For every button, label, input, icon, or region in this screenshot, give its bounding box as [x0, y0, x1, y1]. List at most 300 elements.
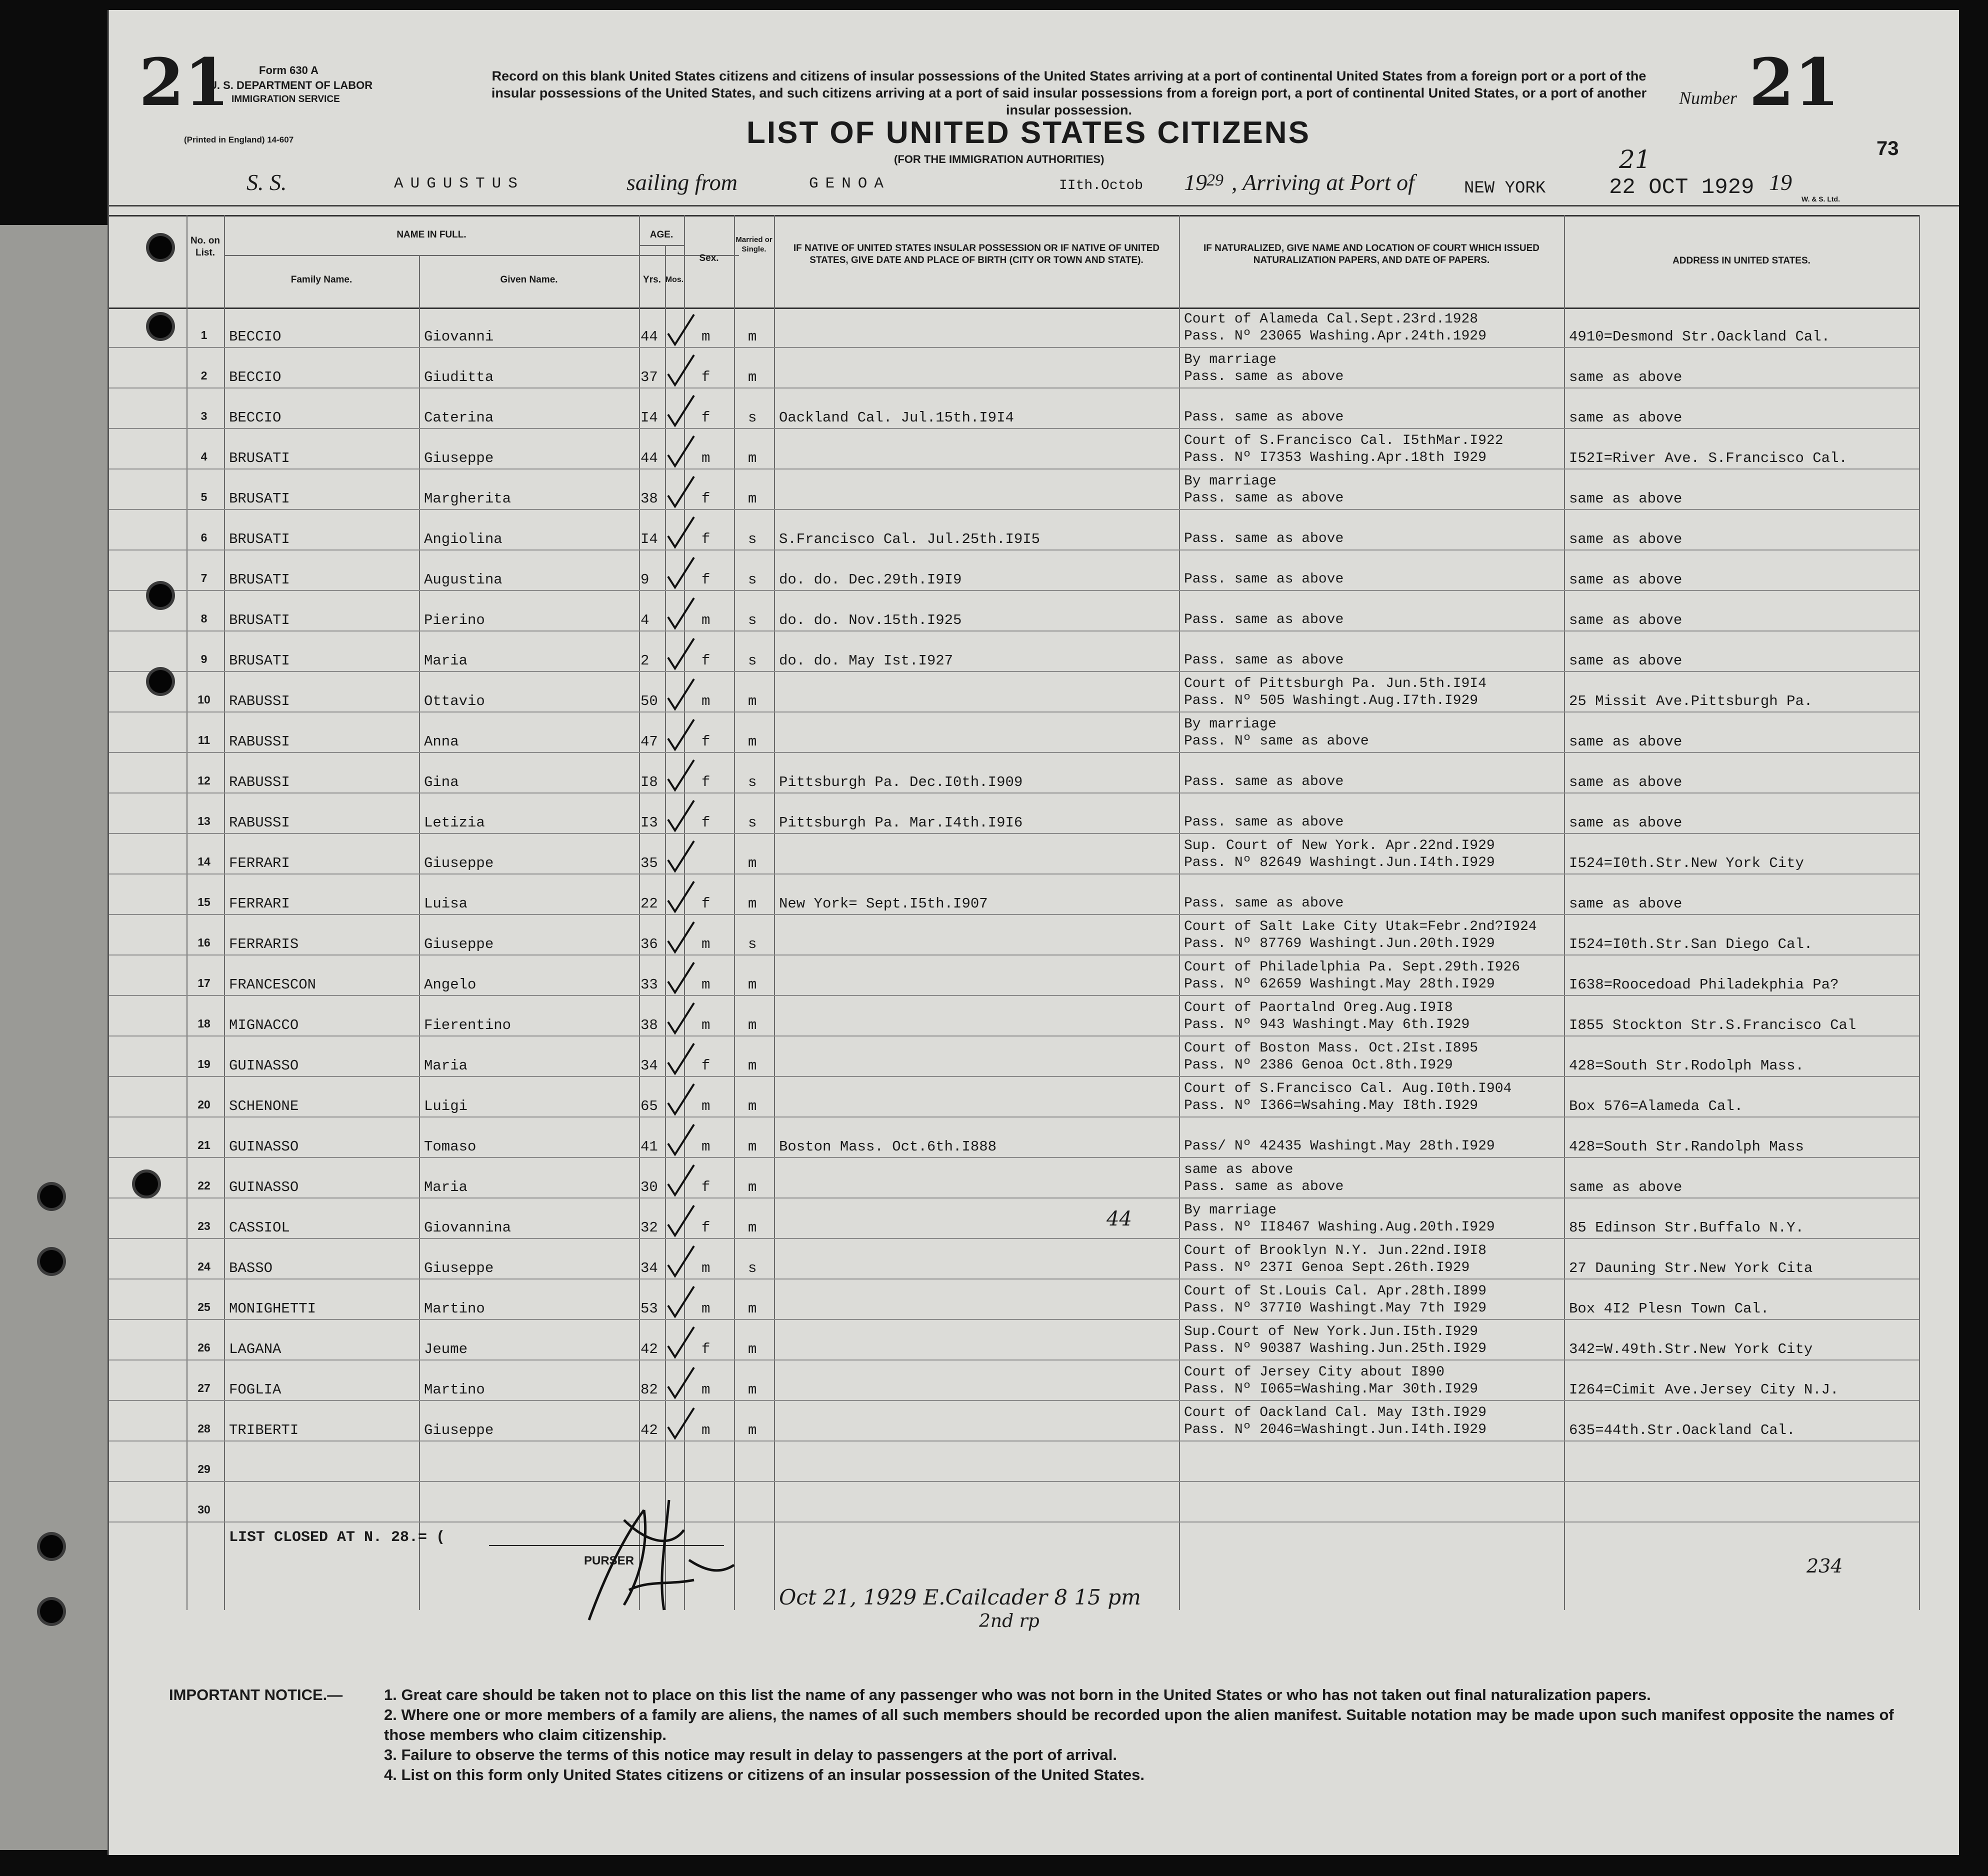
punch-hole [149, 315, 172, 338]
table-row [109, 1036, 1959, 1076]
given-name: Giuseppe [424, 1422, 494, 1438]
marital-status: m [748, 1098, 757, 1114]
row-number: 13 [198, 814, 210, 828]
address: 635=44th.Str.Oackland Cal. [1569, 1422, 1796, 1438]
sex: m [702, 1098, 710, 1114]
family-name: BECCIO [229, 410, 282, 426]
family-name: BRUSATI [229, 490, 290, 507]
check-mark-icon [664, 1284, 699, 1320]
naturalization-court: By marriage [1184, 352, 1276, 368]
naturalization-court: Court of Pittsburgh Pa. Jun.5th.I9I4 [1184, 676, 1486, 692]
sex: m [702, 693, 710, 710]
check-mark-icon [664, 636, 699, 672]
marital-status: m [748, 1220, 757, 1236]
check-mark-stroke [668, 841, 694, 871]
sex: m [702, 1382, 710, 1398]
passport-number: Pass. same as above [1184, 774, 1344, 790]
sex: m [702, 936, 710, 952]
check-mark-icon [664, 434, 699, 469]
department-label: U. S. DEPARTMENT OF LABOR [209, 79, 373, 92]
check-mark-stroke [668, 760, 694, 790]
sex: f [702, 652, 710, 669]
table-row [109, 874, 1959, 914]
age-years: I8 [640, 774, 658, 790]
table-row [109, 348, 1959, 388]
check-mark-stroke [668, 1368, 694, 1398]
header-mos: Mos. [665, 276, 684, 284]
family-name: FRANCESCON [229, 976, 316, 993]
row-number: 9 [200, 652, 208, 666]
check-mark-stroke [668, 800, 694, 830]
count-note: 44 [1106, 1208, 1132, 1230]
family-name: FERRARIS [229, 936, 299, 952]
check-mark-icon [664, 920, 699, 955]
sex: f [702, 490, 710, 507]
check-mark-stroke [668, 679, 694, 709]
departure-port: GENOA [809, 175, 891, 192]
family-name: CASSIOL [229, 1220, 290, 1236]
passport-number: Pass. Nº 87769 Washingt.Jun.20th.I929 [1184, 936, 1495, 952]
address: 4910=Desmond Str.Oackland Cal. [1569, 328, 1830, 345]
row-number: 25 [198, 1300, 210, 1314]
address: I524=I0th.Str.New York City [1569, 855, 1804, 872]
given-name: Maria [424, 652, 468, 669]
check-mark-stroke [668, 396, 694, 426]
given-name: Martino [424, 1382, 485, 1398]
naturalization-court: Court of Paortalnd Oreg.Aug.I9I8 [1184, 1000, 1453, 1016]
family-name: BRUSATI [229, 531, 290, 548]
form-number: Form 630 A [259, 64, 319, 76]
row-number: 21 [198, 1138, 210, 1152]
given-name: Martino [424, 1300, 485, 1317]
marital-status: m [748, 1382, 757, 1398]
given-name: Tomaso [424, 1138, 476, 1155]
address: 27 Dauning Str.New York Cita [1569, 1260, 1813, 1276]
passport-number: Pass. Nº 2386 Genoa Oct.8th.I929 [1184, 1058, 1453, 1073]
row-number: 10 [198, 693, 210, 706]
age-years: 2 [640, 652, 650, 669]
header-address: ADDRESS IN UNITED STATES. [1672, 256, 1810, 266]
passport-number: Pass. same as above [1184, 814, 1344, 830]
notice-item: 4. List on this form only United States citizens or citizens of an insular possession of the United States. [384, 1766, 1144, 1784]
service-label: IMMIGRATION SERVICE [232, 94, 340, 104]
age-years: 38 [640, 1017, 658, 1034]
check-mark-icon [664, 556, 699, 590]
punch-hole [149, 670, 172, 693]
sex: m [702, 1422, 710, 1438]
birth-place-date: do. do. Nov.15th.I925 [779, 612, 962, 628]
family-name: BECCIO [229, 369, 282, 386]
row-number: 6 [200, 531, 208, 544]
table-row [109, 591, 1959, 631]
passport-number: Pass. Nº 82649 Washingt.Jun.I4th.I929 [1184, 855, 1495, 870]
age-years: 42 [640, 1422, 658, 1438]
given-name: Fierentino [424, 1017, 512, 1034]
age-years: 37 [640, 369, 658, 386]
marital-status: m [748, 976, 757, 993]
arrival-date-correction: 21 [1619, 145, 1651, 174]
address: same as above [1569, 652, 1682, 669]
naturalization-court: Court of Salt Lake City Utak=Febr.2nd?I924 [1184, 919, 1537, 934]
header-yrs: Yrs. [643, 274, 661, 285]
address: Box 576=Alameda Cal. [1569, 1098, 1744, 1114]
address: same as above [1569, 734, 1682, 750]
check-mark-icon [664, 474, 699, 510]
family-name: BRUSATI [229, 572, 290, 588]
notice-item: 1. Great care should be taken not to place on this list the name of any passenger who was not born in the United States or who has not taken out final naturalization papers. [384, 1686, 1651, 1704]
given-name: Jeume [424, 1341, 468, 1358]
marital-status: m [748, 855, 757, 872]
check-mark-stroke [668, 1408, 694, 1438]
header-naturalized: IF NATURALIZED, GIVE NAME AND LOCATION OF COURT WHICH ISSUED NATURALIZATION PAPERS, AND DATE OF PAPERS. [1203, 243, 1540, 266]
family-name: MONIGHETTI [229, 1300, 316, 1317]
check-mark-stroke [668, 1044, 694, 1074]
age-years: 22 [640, 896, 658, 912]
row-number: 7 [200, 572, 208, 584]
marital-status: m [748, 1341, 757, 1358]
table-row [109, 1401, 1959, 1441]
family-name: GUINASSO [229, 1138, 299, 1155]
list-number-left: 21 [139, 44, 230, 120]
notice-item: 3. Failure to observe the terms of this notice may result in delay to passengers at the port of arrival. [384, 1746, 1118, 1764]
punch-hole [40, 1185, 63, 1208]
address: 428=South Str.Randolph Mass [1569, 1138, 1804, 1155]
printed-label: (Printed in England) 14-607 [184, 135, 294, 144]
sex: f [702, 1341, 710, 1358]
age-years: 50 [640, 693, 658, 710]
naturalization-court: Sup. Court of New York. Apr.22nd.I929 [1184, 838, 1495, 854]
check-mark-stroke [668, 720, 694, 750]
naturalization-court: Court of Boston Mass. Oct.2Ist.I895 [1184, 1040, 1478, 1056]
row-number: 24 [198, 1260, 210, 1273]
marital-status: s [748, 936, 757, 952]
passport-number: Pass. Nº 23065 Washing.Apr.24th.1929 [1184, 328, 1486, 344]
age-years: 36 [640, 936, 658, 952]
naturalization-court: Court of S.Francisco Cal. I5thMar.I922 [1184, 433, 1504, 448]
family-name: RABUSSI [229, 693, 290, 710]
marital-status: m [748, 369, 757, 386]
birth-place-date: do. do. Dec.29th.I9I9 [779, 572, 962, 588]
inspector-note-2: 2nd rp [979, 1611, 1040, 1632]
row-number: 8 [200, 612, 208, 625]
check-mark-icon [664, 839, 699, 874]
marital-status: s [748, 652, 757, 669]
address: 428=South Str.Rodolph Mass. [1569, 1058, 1804, 1074]
family-name: RABUSSI [229, 774, 290, 790]
sex: f [702, 1058, 710, 1074]
table-row [109, 1077, 1959, 1117]
check-mark-icon [664, 394, 699, 428]
sex: f [702, 774, 710, 790]
marital-status: s [748, 531, 757, 548]
given-name: Gina [424, 774, 459, 790]
address: same as above [1569, 410, 1682, 426]
row-number: 29 [198, 1462, 210, 1476]
table-row [109, 753, 1959, 793]
sex: f [702, 1220, 710, 1236]
age-years: 33 [640, 976, 658, 993]
naturalization-court: By marriage [1184, 1202, 1276, 1218]
age-years: 4 [640, 612, 650, 628]
row-number: 17 [198, 976, 210, 990]
printer-mark: W. & S. Ltd. [1802, 195, 1840, 203]
birth-place-date: Pittsburgh Pa. Dec.I0th.I909 [779, 774, 1023, 790]
age-years: 34 [640, 1058, 658, 1074]
check-mark-icon [664, 758, 699, 793]
address: same as above [1569, 774, 1682, 790]
check-mark-stroke [668, 476, 694, 506]
naturalization-court: Court of S.Francisco Cal. Aug.I0th.I904 [1184, 1081, 1512, 1096]
sex: m [702, 1017, 710, 1034]
marital-status: m [748, 450, 757, 466]
address: same as above [1569, 531, 1682, 548]
sex: m [702, 976, 710, 993]
sex: m [702, 328, 710, 345]
header-given-name: Given Name. [500, 274, 558, 285]
sex: f [702, 572, 710, 588]
sailing-from-label: sailing from [626, 170, 738, 195]
address: 342=W.49th.Str.New York City [1569, 1341, 1813, 1358]
table-row [109, 1239, 1959, 1279]
check-mark-icon [664, 880, 699, 914]
family-name: BASSO [229, 1260, 273, 1276]
family-name: RABUSSI [229, 814, 290, 831]
passport-number: Pass. same as above [1184, 369, 1344, 384]
year-suffix: 29 [1206, 171, 1224, 190]
family-name: FERRARI [229, 896, 290, 912]
punch-hole [149, 584, 172, 607]
given-name: Giuseppe [424, 1260, 494, 1276]
sex: f [702, 531, 710, 548]
margin-number: 234 [1806, 1555, 1843, 1577]
address: same as above [1569, 369, 1682, 386]
marital-status: s [748, 410, 757, 426]
check-mark-icon [664, 718, 699, 752]
family-name: BRUSATI [229, 450, 290, 466]
sex: f [702, 814, 710, 831]
given-name: Luisa [424, 896, 468, 912]
address: I264=Cimit Ave.Jersey City N.J. [1569, 1382, 1839, 1398]
passport-number: Pass. Nº I7353 Washing.Apr.18th I929 [1184, 450, 1486, 466]
passport-number: Pass/ Nº 42435 Washingt.May 28th.I929 [1184, 1138, 1495, 1154]
family-name: FERRARI [229, 855, 290, 872]
manifest-table [109, 215, 1959, 1610]
passport-number: Pass. Nº 237I Genoa Sept.26th.I929 [1184, 1260, 1470, 1276]
check-mark-icon [664, 1163, 699, 1198]
row-number: 14 [198, 855, 210, 868]
naturalization-court: Court of Philadelphia Pa. Sept.29th.I926 [1184, 960, 1520, 975]
passport-number: Pass. same as above [1184, 410, 1344, 425]
given-name: Angelo [424, 976, 476, 993]
purser-label: PURSER [584, 1554, 634, 1568]
passport-number: Pass. Nº same as above [1184, 734, 1369, 749]
check-mark-icon [664, 515, 699, 550]
row-number: 2 [200, 369, 208, 382]
passport-number: Pass. Nº 2046=Washingt.Jun.I4th.I929 [1184, 1422, 1486, 1438]
table-row [109, 1158, 1959, 1198]
punch-hole [40, 1600, 63, 1623]
punch-hole [40, 1535, 63, 1558]
check-mark-icon [664, 798, 699, 834]
table-row [109, 712, 1959, 752]
passport-number: Pass. same as above [1184, 896, 1344, 911]
given-name: Giuseppe [424, 855, 494, 872]
passport-number: Pass. same as above [1184, 572, 1344, 587]
check-mark-icon [664, 1244, 699, 1279]
table-row [109, 1280, 1959, 1320]
marital-status: m [748, 1058, 757, 1074]
age-years: 34 [640, 1260, 658, 1276]
marital-status: m [748, 1138, 757, 1155]
header-native: IF NATIVE OF UNITED STATES INSULAR POSSESSION OR IF NATIVE OF UNITED STATES, GIVE DATE AND PLACE OF BIRTH (CITY OR TOWN AND STATE). [793, 243, 1160, 266]
page-subtitle: (FOR THE IMMIGRATION AUTHORITIES) [894, 153, 1104, 166]
row-number: 4 [200, 450, 208, 463]
sex: f [702, 896, 710, 912]
table-row [109, 388, 1959, 428]
check-mark-icon [664, 960, 699, 996]
age-years: 42 [640, 1341, 658, 1358]
row-number: 5 [200, 490, 208, 504]
marital-status: m [748, 1422, 757, 1438]
marital-status: s [748, 774, 757, 790]
marital-status: m [748, 1300, 757, 1317]
table-row [109, 429, 1959, 469]
given-name: Giovannina [424, 1220, 512, 1236]
notice-label: IMPORTANT NOTICE.— [169, 1686, 343, 1704]
row-number: 27 [198, 1382, 210, 1394]
table-row [109, 510, 1959, 550]
sex: m [702, 612, 710, 628]
given-name: Maria [424, 1058, 468, 1074]
given-name: Margherita [424, 490, 512, 507]
table-row [109, 632, 1959, 672]
check-mark-stroke [668, 1246, 694, 1276]
check-mark-stroke [668, 558, 694, 588]
year-2: 19 [1769, 170, 1792, 195]
age-years: 47 [640, 734, 658, 750]
check-mark-stroke [668, 517, 694, 547]
sex: f [702, 369, 710, 386]
header-no: No. on List. [190, 236, 220, 258]
sex: m [702, 1138, 710, 1155]
family-name: GUINASSO [229, 1179, 299, 1196]
header-family-name: Family Name. [290, 274, 352, 285]
check-mark-stroke [668, 1327, 694, 1357]
given-name: Giuditta [424, 369, 494, 386]
check-mark-icon [664, 1366, 699, 1400]
birth-place-date: Boston Mass. Oct.6th.I888 [779, 1138, 997, 1155]
row-number: 23 [198, 1220, 210, 1232]
check-mark-icon [664, 1325, 699, 1360]
passport-number: Pass. Nº I065=Washing.Mar 30th.I929 [1184, 1382, 1478, 1397]
age-years: 65 [640, 1098, 658, 1114]
table-row [109, 550, 1959, 590]
purser-signature [569, 1490, 759, 1640]
check-mark-icon [664, 596, 699, 631]
birth-place-date: do. do. May Ist.I927 [779, 652, 954, 669]
passport-number: Pass. same as above [1184, 531, 1344, 546]
given-name: Pierino [424, 612, 485, 628]
row-number: 28 [198, 1422, 210, 1435]
family-name: BECCIO [229, 328, 282, 345]
age-years: 41 [640, 1138, 658, 1155]
check-mark-stroke [668, 1003, 694, 1033]
row-number: 15 [198, 896, 210, 908]
check-mark-stroke [668, 1165, 694, 1195]
address: same as above [1569, 572, 1682, 588]
passport-number: Pass. Nº 943 Washingt.May 6th.I929 [1184, 1017, 1470, 1032]
row-number: 11 [198, 734, 210, 746]
check-mark-stroke [668, 1206, 694, 1236]
ship-name: AUGUSTUS [394, 175, 524, 192]
row-number: 1 [200, 328, 208, 342]
passport-number: Pass. same as above [1184, 612, 1344, 628]
table-row [109, 1360, 1959, 1400]
inspector-note: Oct 21, 1929 E.Cailcader 8 15 pm [779, 1585, 1141, 1610]
birth-place-date: S.Francisco Cal. Jul.25th.I9I5 [779, 531, 1040, 548]
passport-number: Pass. Nº I366=Wsahing.May I8th.I929 [1184, 1098, 1478, 1114]
marital-status: m [748, 693, 757, 710]
table-row [109, 470, 1959, 510]
family-name: MIGNACCO [229, 1017, 299, 1034]
marital-status: m [748, 734, 757, 750]
given-name: Augustina [424, 572, 502, 588]
check-mark-stroke [668, 598, 694, 628]
address: same as above [1569, 612, 1682, 628]
age-years: 30 [640, 1179, 658, 1196]
passport-number: Pass. Nº 90387 Washing.Jun.25th.I929 [1184, 1341, 1486, 1356]
marital-status: m [748, 328, 757, 345]
table-row [109, 996, 1959, 1036]
marital-status: m [748, 896, 757, 912]
marital-status: s [748, 612, 757, 628]
sex: m [702, 1260, 710, 1276]
address: I638=Roocedoad Philadekphia Pa? [1569, 976, 1839, 993]
row-number: 26 [198, 1341, 210, 1354]
age-years: 35 [640, 855, 658, 872]
given-name: Luigi [424, 1098, 468, 1114]
check-mark-stroke [668, 638, 694, 668]
given-name: Ottavio [424, 693, 485, 710]
family-name: BRUSATI [229, 612, 290, 628]
marital-status: m [748, 1017, 757, 1034]
address: 85 Edinson Str.Buffalo N.Y. [1569, 1220, 1804, 1236]
address: I524=I0th.Str.San Diego Cal. [1569, 936, 1813, 952]
passport-number: Pass. Nº 377I0 Washingt.May 7th I929 [1184, 1300, 1486, 1316]
naturalization-court: Court of Brooklyn N.Y. Jun.22nd.I9I8 [1184, 1243, 1486, 1258]
naturalization-court: Court of Oackland Cal. May I3th.I929 [1184, 1405, 1486, 1420]
check-mark-stroke [668, 436, 694, 466]
table-row [109, 308, 1959, 348]
address: 25 Missit Ave.Pittsburgh Pa. [1569, 693, 1813, 710]
age-years: I4 [640, 410, 658, 426]
sex: f [702, 734, 710, 750]
age-years: 44 [640, 450, 658, 466]
given-name: Caterina [424, 410, 494, 426]
row-number: 30 [198, 1503, 210, 1516]
departure-date: IIth.Octob [1059, 178, 1144, 194]
check-mark-icon [664, 1042, 699, 1076]
address: I855 Stockton Str.S.Francisco Cal [1569, 1017, 1856, 1034]
table-row [109, 1320, 1959, 1360]
punch-hole [135, 1172, 158, 1196]
number-label: Number [1679, 88, 1737, 108]
passport-number: Pass. Nº 505 Washingt.Aug.I7th.I929 [1184, 693, 1478, 708]
given-name: Maria [424, 1179, 468, 1196]
check-mark-icon [664, 1001, 699, 1036]
check-mark-stroke [668, 1286, 694, 1316]
family-name: GUINASSO [229, 1058, 299, 1074]
